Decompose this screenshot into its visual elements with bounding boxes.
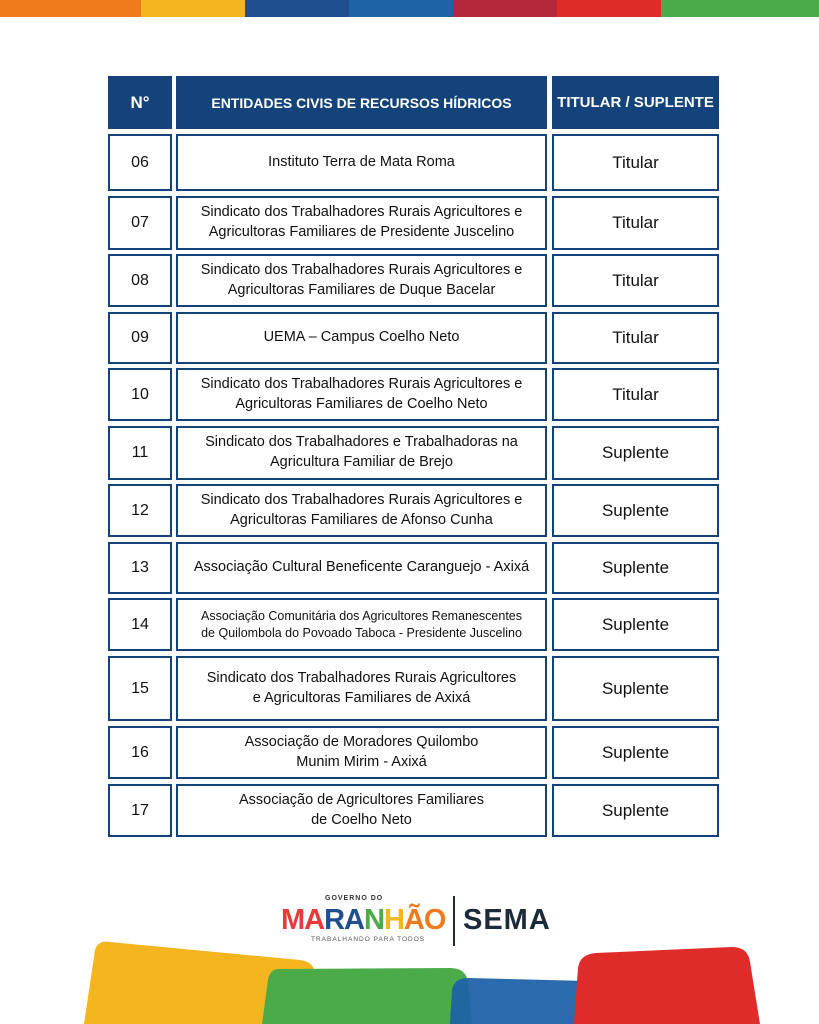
row-number: 14	[108, 598, 172, 651]
role-cell: Suplente	[552, 542, 719, 594]
entity-name: UEMA – Campus Coelho Neto	[176, 312, 547, 364]
row-number: 10	[108, 368, 172, 421]
row-number: 12	[108, 484, 172, 537]
row-number: 17	[108, 784, 172, 837]
green-shape	[262, 968, 472, 1024]
entity-name: Sindicato dos Trabalhadores Rurais Agricultores e Agricultoras Familiares de Axixá	[176, 656, 547, 721]
entity-name: Sindicato dos Trabalhadores Rurais Agricultores e Agricultoras Familiares de Coelho Neto	[176, 368, 547, 421]
gov-top-text: GOVERNO DO	[325, 895, 384, 902]
entity-name: Instituto Terra de Mata Roma	[176, 134, 547, 191]
role-cell: Suplente	[552, 784, 719, 837]
entity-name: Associação de Agricultores Familiares de Coelho Neto	[176, 784, 547, 837]
row-number: 09	[108, 312, 172, 364]
role-cell: Suplente	[552, 656, 719, 721]
role-cell: Titular	[552, 196, 719, 250]
role-cell: Suplente	[552, 598, 719, 651]
row-number: 06	[108, 134, 172, 191]
role-cell: Suplente	[552, 484, 719, 537]
row-number: 15	[108, 656, 172, 721]
entity-name: Sindicato dos Trabalhadores Rurais Agricultores e Agricultoras Familiares de Afonso Cunha	[176, 484, 547, 537]
row-number: 16	[108, 726, 172, 779]
red-shape	[574, 947, 760, 1024]
sema-logo: SEMA	[463, 904, 551, 936]
row-number: 11	[108, 426, 172, 480]
bottom-color-shapes	[0, 920, 819, 1024]
entity-name: Associação Cultural Beneficente Caranguejo - Axixá	[176, 542, 547, 594]
entity-name: Sindicato dos Trabalhadores Rurais Agricultores e Agricultoras Familiares de Duque Bacelar	[176, 254, 547, 307]
role-cell: Suplente	[552, 726, 719, 779]
entity-name: Sindicato dos Trabalhadores e Trabalhadoras na Agricultura Familiar de Brejo	[176, 426, 547, 480]
role-cell: Titular	[552, 134, 719, 191]
header-role: TITULAR / SUPLENTE	[552, 76, 719, 129]
row-number: 07	[108, 196, 172, 250]
entity-name: Associação Comunitária dos Agricultores Remanescentes de Quilombola do Povoado Taboca - Presidente Juscelino	[176, 598, 547, 651]
header-entities: ENTIDADES CIVIS DE RECURSOS HÍDRICOS	[176, 76, 547, 129]
role-cell: Titular	[552, 312, 719, 364]
entity-name: Sindicato dos Trabalhadores Rurais Agricultores e Agricultoras Familiares de Presidente Juscelino	[176, 196, 547, 250]
row-number: 08	[108, 254, 172, 307]
header-number: N°	[108, 76, 172, 129]
role-cell: Suplente	[552, 426, 719, 480]
role-cell: Titular	[552, 254, 719, 307]
row-number: 13	[108, 542, 172, 594]
role-cell: Titular	[552, 368, 719, 421]
maranhao-logo: MARANHÃO	[281, 904, 446, 936]
gov-slogan: TRABALHANDO PARA TODOS	[311, 936, 426, 943]
entity-name: Associação de Moradores Quilombo Munim Mirim - Axixá	[176, 726, 547, 779]
